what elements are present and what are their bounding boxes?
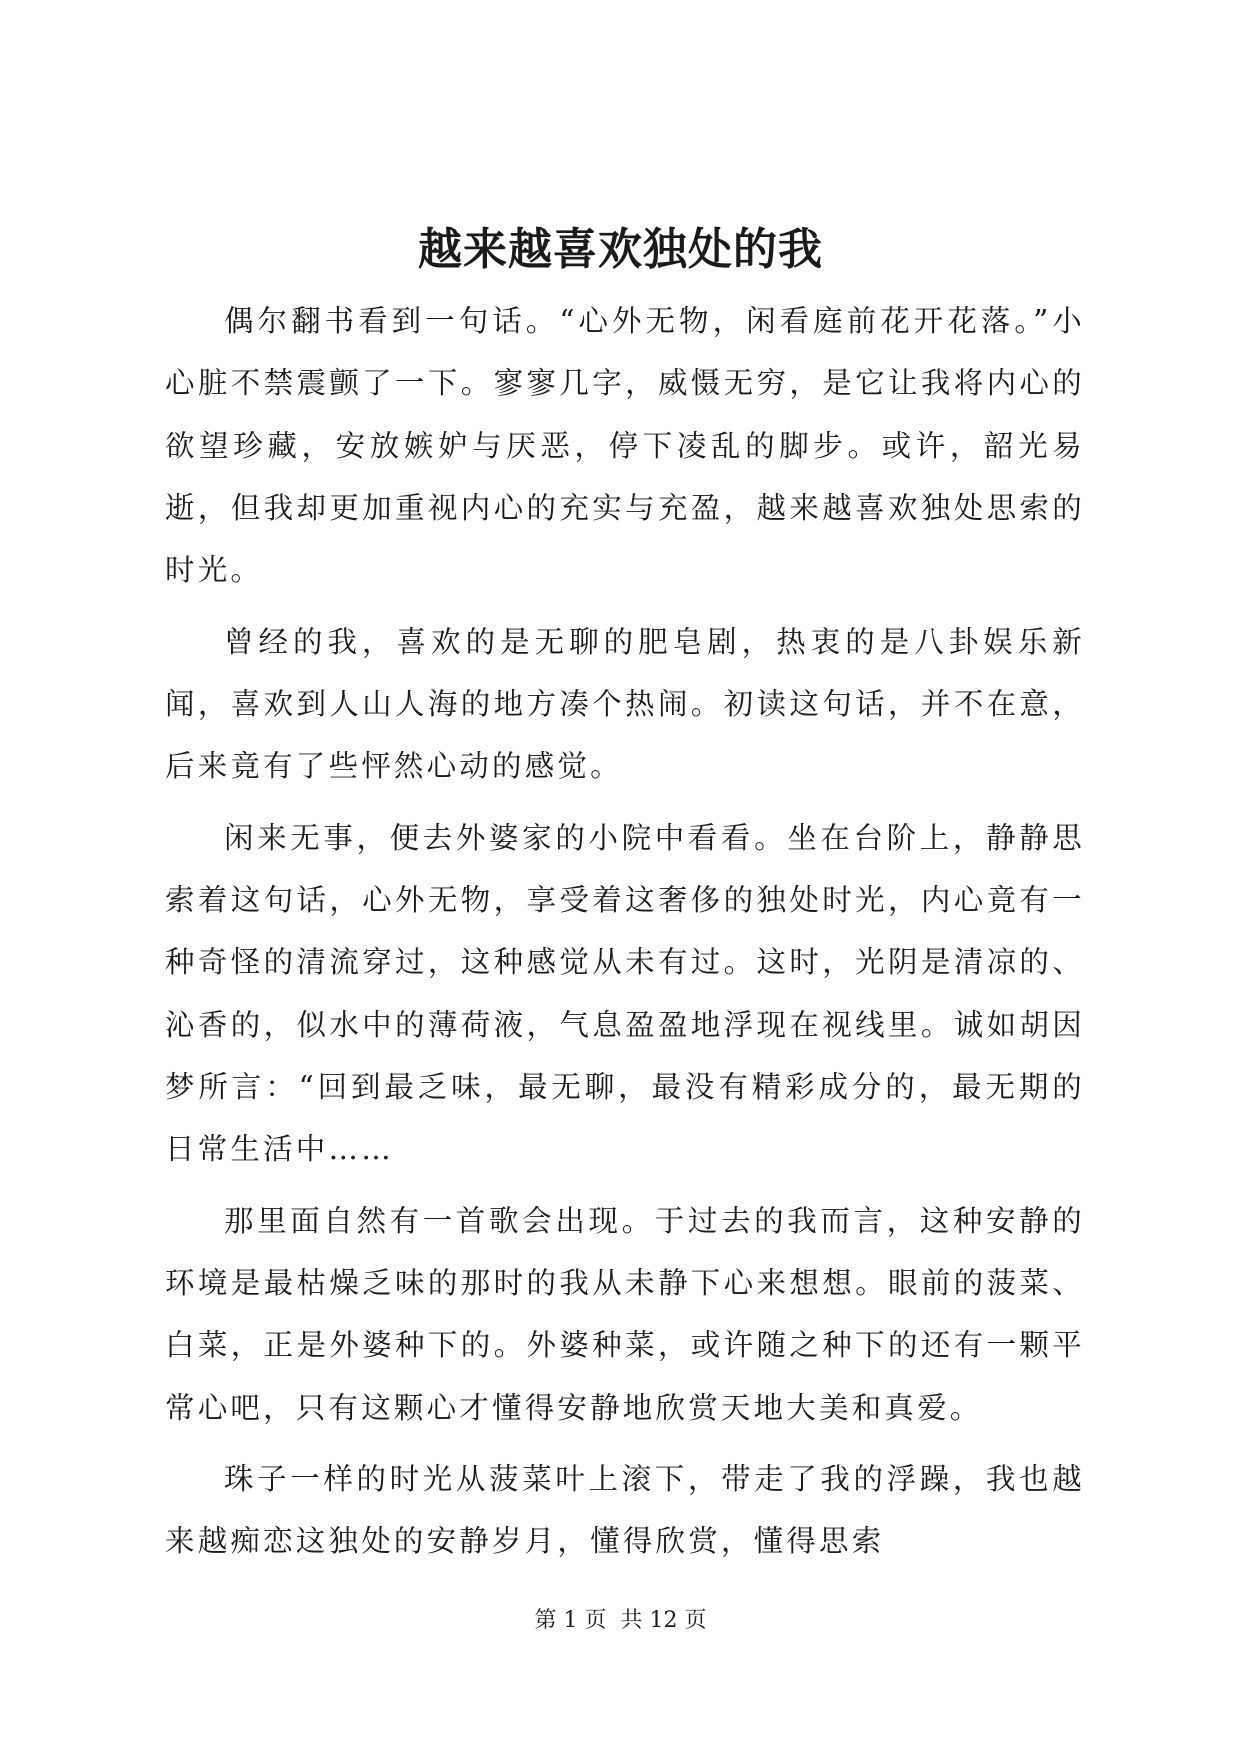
page-number: 第 1 页 [534,1608,607,1633]
paragraph-1: 偶尔翻书看到一句话。“心外无物，闲看庭前花开花落。”小心脏不禁震颤了一下。寥寥几字，威慑无穷，是它让我将内心的欲望珍藏，安放嫉妒与厌恶，停下凌乱的脚步。或许，韶光易逝，但我却更加重视内心的充实与充盈，越来越喜欢独处思索的时光。 [165,304,1085,588]
page-footer [0,1606,1241,1636]
document-body [165,290,1085,1582]
paragraph-2: 曾经的我，喜欢的是无聊的肥皂剧，热衷的是八卦娱乐新闻，喜欢到人山人海的地方凑个热闹。初读这句话，并不在意，后来竟有了些怦然心动的感觉。 [165,624,1085,784]
document-title: 越来越喜欢独处的我 [418,224,823,275]
paragraph-4: 那里面自然有一首歌会出现。于过去的我而言，这种安静的环境是最枯燥乏味的那时的我从未静下心来想想。眼前的菠菜、白菜，正是外婆种下的。外婆种菜，或许随之种下的还有一颗平常心吧，只有这颗心才懂得安静地欣赏天地大美和真爱。 [165,1203,1085,1425]
paragraph-5: 珠子一样的时光从菠菜叶上滚下，带走了我的浮躁，我也越来越痴恋这独处的安静岁月，懂得欣赏，懂得思索 [165,1462,1085,1559]
page-total: 共 12 页 [620,1608,707,1633]
paragraph-3: 闲来无事，便去外婆家的小院中看看。坐在台阶上，静静思索着这句话，心外无物，享受着这奢侈的独处时光，内心竟有一种奇怪的清流穿过，这种感觉从未有过。这时，光阴是清凉的、沁香的，似水中的薄荷液，气息盈盈地浮现在视线里。诚如胡因梦所言：“回到最乏味，最无聊，最没有精彩成分的，最无期的日常生活中…… [165,820,1085,1167]
